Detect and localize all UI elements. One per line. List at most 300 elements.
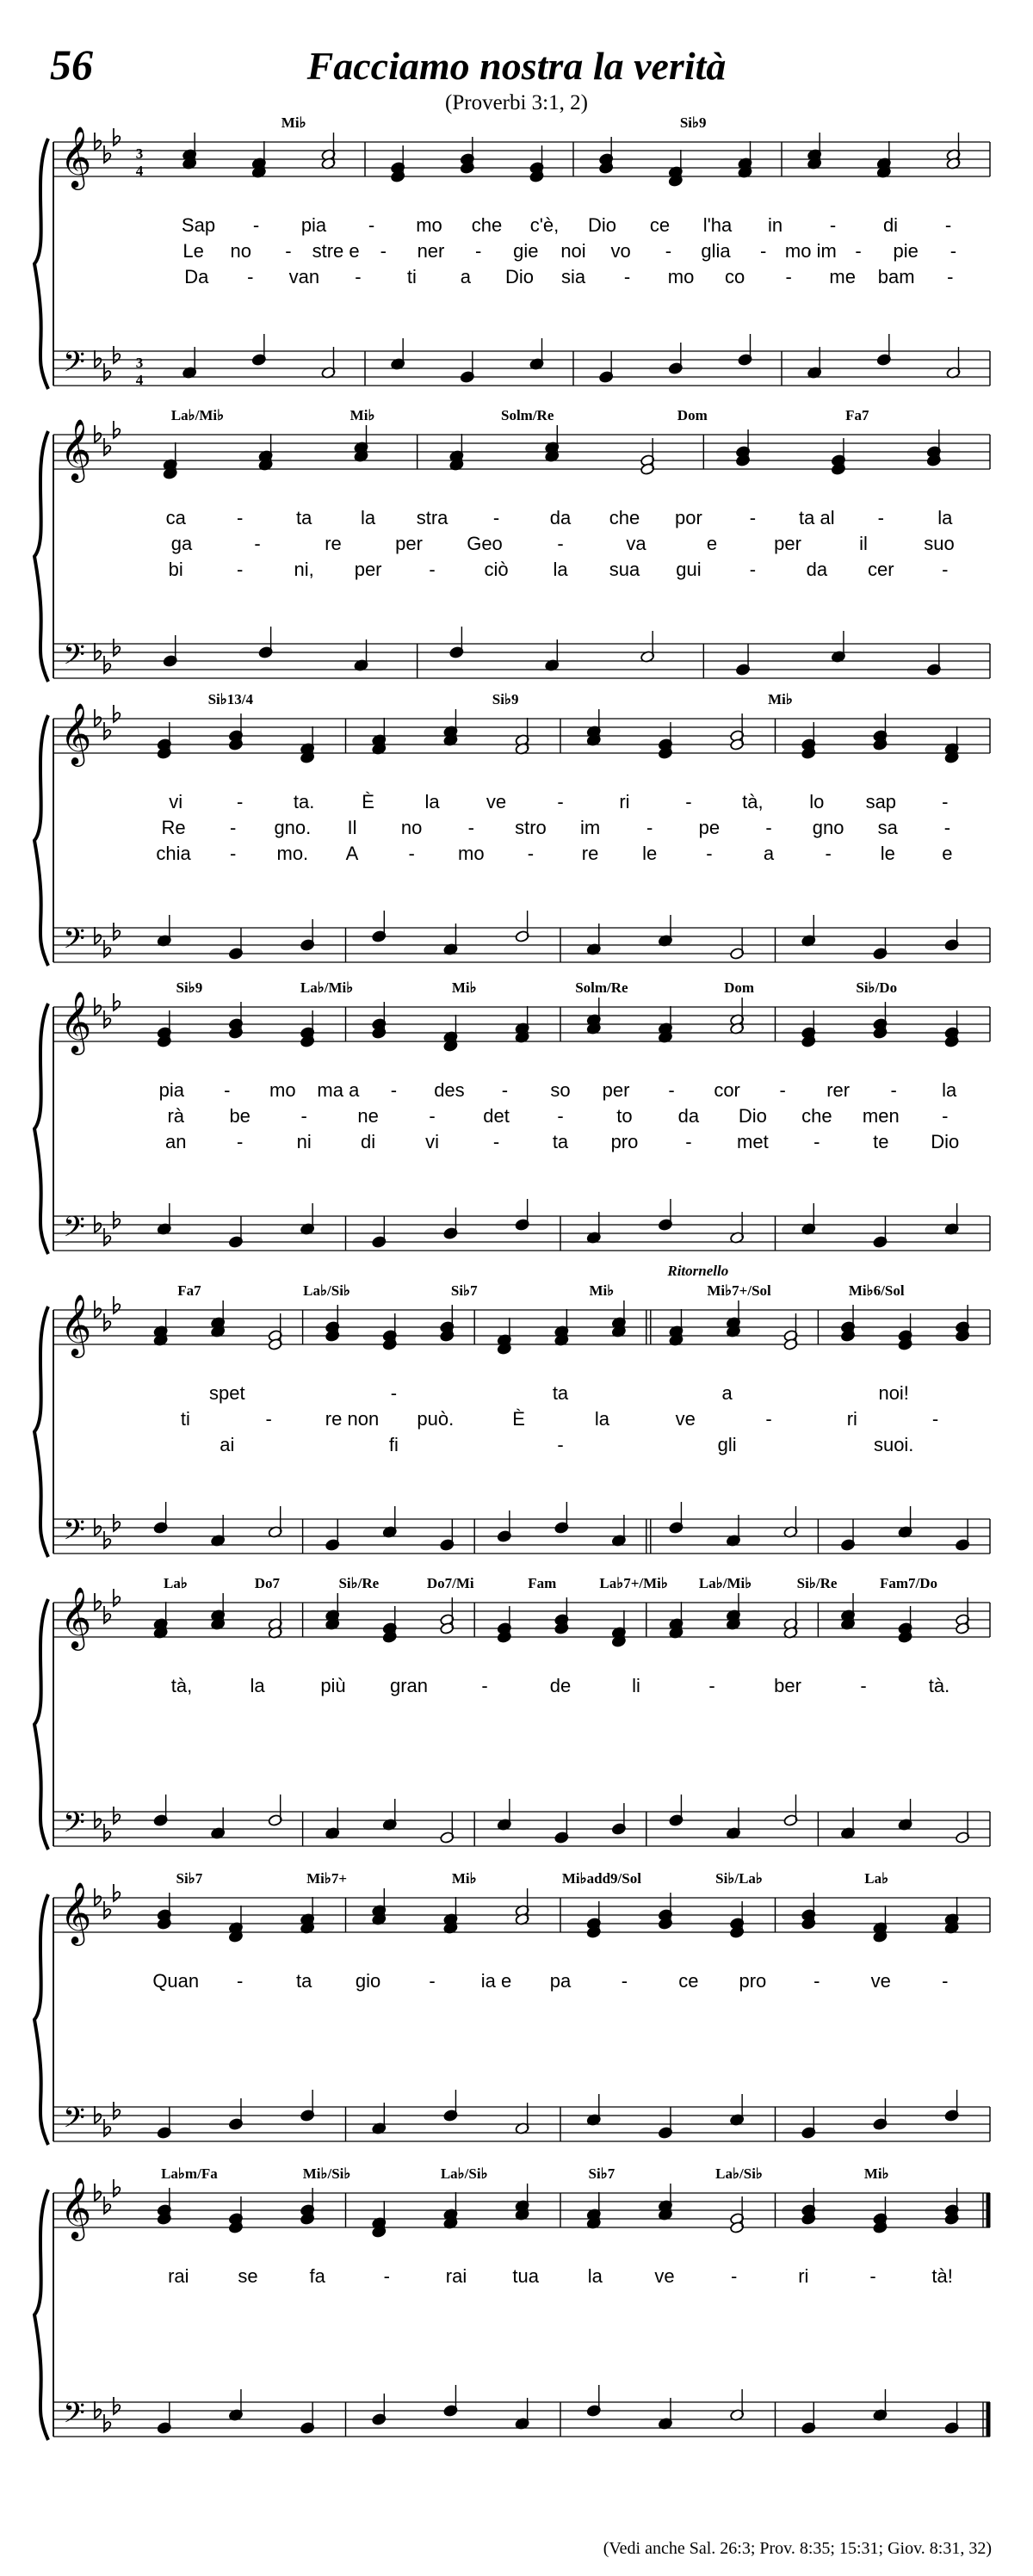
- key-flat-icon: [104, 1901, 110, 1918]
- lyric-syllable: met: [737, 1131, 769, 1152]
- lyric-syllable: va: [626, 533, 646, 554]
- key-flat-icon: [114, 923, 120, 940]
- chord-symbol: Do7: [254, 1575, 281, 1591]
- lyric-hyphen: -: [429, 1105, 436, 1127]
- lyric-syllable: ti: [406, 266, 417, 287]
- key-flat-icon: [114, 1211, 120, 1228]
- lyric-syllable: gli: [717, 1434, 737, 1455]
- lyric-syllable: no: [400, 817, 423, 838]
- lyric-syllable: van: [288, 266, 320, 287]
- lyric-hyphen: -: [890, 1079, 897, 1101]
- lyric-syllable: bi: [168, 559, 183, 580]
- key-flat-icon: [104, 145, 110, 163]
- lyric-syllable: mo: [269, 1079, 296, 1101]
- lyric-hyphen: -: [557, 1105, 564, 1127]
- lyric-syllable: suoi.: [873, 1434, 914, 1455]
- key-flat-icon: [104, 1531, 110, 1548]
- lyric-syllable: È: [512, 1408, 525, 1430]
- brace-icon: [34, 1599, 48, 1850]
- hymn-title: Facciamo nostra la verità: [306, 44, 727, 88]
- lyric-syllable: e: [706, 533, 718, 554]
- lyric-syllable: Le: [182, 240, 204, 262]
- lyric-hyphen: -: [230, 843, 237, 864]
- lyric-hyphen: -: [860, 1675, 867, 1696]
- lyric-hyphen: -: [501, 1079, 509, 1101]
- chord-symbol: La♭/Mi♭: [698, 1575, 752, 1591]
- lyric-syllable: È: [362, 791, 374, 812]
- brace-icon: [34, 139, 48, 389]
- lyric-hyphen: -: [429, 1970, 436, 1992]
- lyric-hyphen: -: [942, 791, 949, 812]
- lyric-hyphen: -: [237, 791, 244, 812]
- lyric-hyphen: -: [813, 1970, 820, 1992]
- brace-icon: [34, 1894, 48, 2145]
- lyric-syllable: ta: [552, 1382, 569, 1404]
- lyric-hyphen: -: [665, 240, 672, 262]
- chord-symbol: Mi♭: [281, 114, 306, 131]
- lyric-syllable: ga: [170, 533, 193, 554]
- lyric-syllable: pa: [549, 1970, 572, 1992]
- lyric-syllable: ta al: [799, 507, 835, 528]
- key-flat-icon: [104, 1228, 110, 1245]
- lyric-hyphen: -: [252, 214, 260, 236]
- chord-symbol: Si♭9: [679, 114, 707, 131]
- chord-symbol: Mi♭6/Sol: [848, 1282, 905, 1299]
- lyric-hyphen: -: [527, 843, 535, 864]
- lyric-hyphen: -: [779, 1079, 786, 1101]
- lyric-syllable: sap: [865, 791, 897, 812]
- ritornello-label: Ritornello: [667, 1263, 729, 1279]
- bass-clef-icon: 𝄢: [63, 923, 85, 962]
- key-flat-icon: [114, 1807, 120, 1824]
- lyric-syllable: Dio: [587, 214, 617, 236]
- lyric-hyphen: -: [623, 266, 631, 287]
- lyric-syllable: gno: [812, 817, 844, 838]
- key-flat-icon: [114, 1514, 120, 1531]
- lyric-syllable: mo: [416, 214, 442, 236]
- lyric-hyphen: -: [247, 266, 254, 287]
- chord-symbol: Dom: [677, 407, 708, 423]
- chord-symbol: La♭/Si♭: [440, 2165, 488, 2182]
- treble-clef-icon: 𝄞: [59, 417, 92, 480]
- lyric-syllable: ta: [552, 1131, 569, 1152]
- lyric-syllable: la: [424, 791, 440, 812]
- lyric-syllable: ia e: [480, 1970, 512, 1992]
- lyric-syllable: to: [616, 1105, 633, 1127]
- lyric-syllable: ta: [295, 507, 312, 528]
- key-flat-icon: [104, 363, 110, 380]
- lyric-syllable: ta.: [293, 791, 315, 812]
- lyric-syllable: ni: [296, 1131, 312, 1152]
- chord-symbol: Fam7/Do: [879, 1575, 938, 1591]
- key-flat-icon: [114, 705, 120, 722]
- bass-clef-icon: 𝄢: [63, 1211, 85, 1251]
- lyric-syllable: re non: [325, 1408, 380, 1430]
- lyric-syllable: noi!: [878, 1382, 909, 1404]
- bass-clef-icon: 𝄢: [63, 1514, 85, 1554]
- lyric-syllable: im: [579, 817, 601, 838]
- lyric-hyphen: -: [492, 1131, 500, 1152]
- lyric-syllable: ri: [798, 2265, 809, 2287]
- chord-symbol: La♭/Si♭: [303, 1282, 350, 1299]
- lyric-syllable: sua: [609, 559, 640, 580]
- brace-icon: [34, 1004, 48, 1254]
- key-flat-icon: [95, 133, 101, 150]
- lyric-syllable: ve: [486, 791, 507, 812]
- chord-symbol: Mi♭7+: [306, 1870, 348, 1887]
- lyric-hyphen: -: [943, 817, 951, 838]
- lyric-syllable: per: [354, 559, 382, 580]
- lyric-syllable: ri: [619, 791, 630, 812]
- lyric-syllable: ciò: [484, 559, 509, 580]
- lyric-hyphen: -: [813, 1131, 820, 1152]
- bass-clef-icon: 𝄢: [63, 2102, 85, 2141]
- key-flat-icon: [114, 993, 120, 1010]
- lyric-syllable: per: [602, 1079, 630, 1101]
- lyric-syllable: stra: [416, 507, 448, 528]
- lyric-syllable: A: [345, 843, 359, 864]
- lyric-syllable: fa: [309, 2265, 325, 2287]
- lyric-hyphen: -: [390, 1079, 398, 1101]
- lyric-syllable: pro: [610, 1131, 639, 1152]
- chord-symbol: Fa7: [845, 407, 869, 423]
- lyric-syllable: Da: [184, 266, 209, 287]
- chord-symbol: Mi♭: [451, 1870, 477, 1887]
- chord-symbol: Solm/Re: [575, 979, 628, 996]
- lyric-hyphen: -: [855, 240, 862, 262]
- lyric-syllable: gie: [513, 240, 539, 262]
- treble-clef-icon: 𝄞: [59, 1293, 92, 1356]
- key-flat-icon: [114, 2397, 120, 2414]
- lyric-hyphen: -: [237, 559, 244, 580]
- lyric-syllable: Quan: [152, 1970, 200, 1992]
- lyric-syllable: an: [164, 1131, 187, 1152]
- lyric-syllable: ne: [357, 1105, 379, 1127]
- lyric-hyphen: -: [621, 1970, 628, 1992]
- lyric-syllable: pe: [698, 817, 721, 838]
- lyric-syllable: di: [361, 1131, 376, 1152]
- lyric-syllable: ta: [295, 1970, 312, 1992]
- lyric-hyphen: -: [492, 507, 500, 528]
- lyric-hyphen: -: [557, 533, 564, 554]
- lyric-syllable: bam: [877, 266, 915, 287]
- lyric-syllable: che: [609, 507, 640, 528]
- lyric-syllable: por: [675, 507, 702, 528]
- lyric-syllable: pro: [739, 1970, 767, 1992]
- lyric-hyphen: -: [429, 559, 436, 580]
- lyric-syllable: le: [642, 843, 658, 864]
- bass-clef-icon: 𝄢: [63, 1807, 85, 1846]
- lyric-syllable: la: [594, 1408, 609, 1430]
- lyric-syllable: da: [806, 559, 828, 580]
- key-flat-icon: [104, 722, 110, 739]
- chord-symbol: Solm/Re: [500, 407, 554, 423]
- chord-symbol: Si♭7: [450, 1282, 478, 1299]
- key-flat-icon: [104, 940, 110, 957]
- lyric-hyphen: -: [368, 214, 375, 236]
- chord-symbol: Mi♭: [589, 1282, 615, 1299]
- lyric-hyphen: -: [949, 240, 957, 262]
- lyric-syllable: ner: [417, 240, 445, 262]
- lyric-hyphen: -: [947, 266, 954, 287]
- lyric-hyphen: -: [224, 1079, 231, 1101]
- key-flat-icon: [95, 927, 101, 944]
- key-flat-icon: [104, 2119, 110, 2136]
- lyric-syllable: ve: [675, 1408, 696, 1430]
- lyric-syllable: det: [483, 1105, 510, 1127]
- lyric-syllable: chia: [156, 843, 191, 864]
- lyric-syllable: ca: [165, 507, 186, 528]
- chord-symbol: Si♭/La♭: [715, 1870, 763, 1887]
- lyric-hyphen: -: [708, 1675, 715, 1696]
- treble-clef-icon: 𝄞: [59, 701, 92, 764]
- brace-icon: [34, 1307, 48, 1557]
- key-flat-icon: [95, 1593, 101, 1610]
- lyric-syllable: ce: [678, 1970, 699, 1992]
- lyric-syllable: sa: [877, 817, 898, 838]
- key-flat-icon: [95, 998, 101, 1015]
- lyric-hyphen: -: [474, 240, 482, 262]
- lyric-syllable: mo: [458, 843, 485, 864]
- lyric-syllable: Dio: [504, 266, 534, 287]
- lyric-hyphen: -: [731, 2265, 738, 2287]
- chord-symbol: Si♭/Re: [338, 1575, 380, 1591]
- chord-symbol: Mi♭: [863, 2165, 889, 2182]
- key-flat-icon: [95, 1518, 101, 1535]
- lyric-syllable: gui: [676, 559, 702, 580]
- key-flat-icon: [95, 1300, 101, 1318]
- lyric-hyphen: -: [668, 1079, 675, 1101]
- key-flat-icon: [95, 2106, 101, 2123]
- lyric-syllable: ai: [220, 1434, 235, 1455]
- lyric-hyphen: -: [265, 1408, 272, 1430]
- chord-symbol: Si♭7: [588, 2165, 615, 2182]
- treble-clef-icon: 𝄞: [59, 1585, 92, 1648]
- treble-clef-icon: 𝄞: [59, 1881, 92, 1943]
- lyric-hyphen: -: [390, 1382, 398, 1404]
- lyric-syllable: da: [549, 507, 572, 528]
- chord-symbol: Do7/Mi: [426, 1575, 474, 1591]
- lyric-syllable: per: [395, 533, 423, 554]
- lyric-hyphen: -: [942, 559, 949, 580]
- key-flat-icon: [114, 1296, 120, 1313]
- lyric-syllable: rai: [445, 2265, 467, 2287]
- key-flat-icon: [95, 643, 101, 660]
- hymn-number: 56: [50, 40, 93, 89]
- lyric-syllable: mo.: [276, 843, 309, 864]
- lyric-syllable: mo: [667, 266, 695, 287]
- chord-symbol: Si♭9: [492, 691, 519, 707]
- lyric-syllable: c'è,: [529, 214, 560, 236]
- lyric-syllable: fi: [388, 1434, 399, 1455]
- lyric-hyphen: -: [646, 817, 653, 838]
- chord-symbol: Mi♭7+/Sol: [707, 1282, 771, 1299]
- lyric-syllable: la: [553, 559, 568, 580]
- key-flat-icon: [104, 2414, 110, 2431]
- key-flat-icon: [114, 421, 120, 438]
- lyric-syllable: Il: [347, 817, 357, 838]
- lyric-syllable: rer: [826, 1079, 851, 1101]
- lyric-hyphen: -: [685, 1131, 692, 1152]
- chord-symbol: Mi♭: [349, 407, 375, 423]
- lyric-syllable: ni,: [294, 559, 314, 580]
- time-signature-numerator: 3: [135, 145, 144, 162]
- lyric-syllable: la: [942, 1079, 957, 1101]
- lyric-hyphen: -: [237, 507, 244, 528]
- lyric-syllable: lo: [809, 791, 825, 812]
- lyric-syllable: tua: [512, 2265, 539, 2287]
- lyric-syllable: pia: [300, 214, 327, 236]
- lyric-hyphen: -: [383, 2265, 390, 2287]
- key-flat-icon: [114, 639, 120, 656]
- lyric-syllable: la: [361, 507, 376, 528]
- lyric-hyphen: -: [869, 2265, 876, 2287]
- key-flat-icon: [104, 1606, 110, 1623]
- key-flat-icon: [104, 1010, 110, 1028]
- lyric-syllable: in: [767, 214, 783, 236]
- brace-icon: [34, 715, 48, 966]
- lyric-syllable: no: [230, 240, 252, 262]
- time-signature-denominator: 4: [135, 372, 144, 388]
- lyric-syllable: mo im: [784, 240, 837, 262]
- lyric-hyphen: -: [942, 1105, 949, 1127]
- lyric-hyphen: -: [557, 1434, 564, 1455]
- lyric-hyphen: -: [942, 1970, 949, 1992]
- key-flat-icon: [104, 1313, 110, 1331]
- chord-symbol: Si♭/Re: [796, 1575, 838, 1591]
- lyric-syllable: per: [774, 533, 801, 554]
- lyric-hyphen: -: [749, 507, 757, 528]
- chord-symbol: La♭7+/Mi♭: [599, 1575, 668, 1591]
- lyric-hyphen: -: [685, 791, 692, 812]
- lyric-hyphen: -: [230, 817, 237, 838]
- lyric-syllable: li: [632, 1675, 640, 1696]
- lyric-syllable: se: [238, 2265, 258, 2287]
- lyric-hyphen: -: [237, 1131, 244, 1152]
- lyric-hyphen: -: [825, 843, 832, 864]
- lyric-syllable: la: [937, 507, 953, 528]
- scripture-reference: (Proverbi 3:1, 2): [445, 91, 588, 114]
- lyric-syllable: gran: [389, 1675, 429, 1696]
- lyric-hyphen: -: [481, 1675, 488, 1696]
- key-flat-icon: [95, 1888, 101, 1906]
- lyric-hyphen: -: [765, 1408, 772, 1430]
- lyric-syllable: vi: [169, 791, 183, 812]
- chord-symbol: Si♭13/4: [207, 691, 254, 707]
- lyric-hyphen: -: [749, 559, 757, 580]
- lyric-hyphen: -: [557, 791, 564, 812]
- lyric-syllable: a: [460, 266, 472, 287]
- lyric-hyphen: -: [467, 817, 474, 838]
- lyric-syllable: ber: [774, 1675, 801, 1696]
- chord-symbol: Si♭7: [176, 1870, 203, 1887]
- lyric-syllable: la: [250, 1675, 265, 1696]
- lyric-syllable: ce: [649, 214, 671, 236]
- lyric-syllable: cor: [714, 1079, 740, 1101]
- lyric-hyphen: -: [285, 240, 292, 262]
- lyric-hyphen: -: [300, 1105, 307, 1127]
- lyric-hyphen: -: [760, 240, 767, 262]
- lyric-syllable: Sap: [181, 214, 216, 236]
- chord-symbol: Mi♭/Si♭: [302, 2165, 351, 2182]
- lyric-syllable: le: [880, 843, 895, 864]
- key-flat-icon: [95, 350, 101, 368]
- treble-clef-icon: 𝄞: [59, 990, 92, 1053]
- chord-symbol: La♭/Si♭: [715, 2165, 763, 2182]
- lyric-syllable: Dio: [738, 1105, 767, 1127]
- key-flat-icon: [104, 2196, 110, 2214]
- bass-clef-icon: 𝄢: [63, 346, 85, 386]
- lyric-syllable: pia: [158, 1079, 184, 1101]
- key-flat-icon: [104, 438, 110, 455]
- lyric-syllable: più: [320, 1675, 346, 1696]
- lyric-syllable: a: [763, 843, 775, 864]
- lyric-syllable: re: [325, 533, 342, 554]
- lyric-syllable: des: [434, 1079, 465, 1101]
- lyric-syllable: che: [801, 1105, 832, 1127]
- lyric-syllable: re: [581, 843, 599, 864]
- lyric-syllable: so: [550, 1079, 571, 1101]
- lyric-hyphen: -: [931, 1408, 939, 1430]
- lyric-syllable: tà,: [170, 1675, 193, 1696]
- lyric-syllable: de: [549, 1675, 572, 1696]
- lyric-syllable: noi: [560, 240, 586, 262]
- lyric-syllable: ve: [654, 2265, 675, 2287]
- lyric-syllable: pie: [893, 240, 919, 262]
- lyric-syllable: vi: [425, 1131, 440, 1152]
- time-signature-numerator: 3: [135, 355, 144, 371]
- lyric-syllable: ti: [180, 1408, 190, 1430]
- brace-icon: [34, 2190, 48, 2440]
- lyric-syllable: ve: [870, 1970, 891, 1992]
- lyric-hyphen: -: [355, 266, 362, 287]
- lyric-hyphen: -: [785, 266, 792, 287]
- chord-symbol: Fa7: [177, 1282, 201, 1299]
- lyric-syllable: tà,: [742, 791, 764, 812]
- lyric-syllable: stro: [515, 817, 547, 838]
- lyric-hyphen: -: [877, 507, 884, 528]
- treble-clef-icon: 𝄞: [59, 2176, 92, 2239]
- key-flat-icon: [95, 709, 101, 726]
- chord-symbol: La♭/Mi♭: [170, 407, 225, 423]
- lyric-syllable: di: [882, 214, 899, 236]
- lyric-syllable: vo: [610, 240, 631, 262]
- lyric-syllable: rà: [167, 1105, 185, 1127]
- lyric-syllable: suo: [924, 533, 955, 554]
- lyric-hyphen: -: [706, 843, 713, 864]
- key-flat-icon: [104, 656, 110, 673]
- key-flat-icon: [114, 1884, 120, 1901]
- lyric-syllable: glia: [701, 240, 731, 262]
- lyric-hyphen: -: [237, 1970, 244, 1992]
- lyric-hyphen: -: [408, 843, 415, 864]
- chord-symbol: Mi♭: [451, 979, 477, 996]
- key-flat-icon: [95, 425, 101, 442]
- key-flat-icon: [95, 2401, 101, 2418]
- lyric-hyphen: -: [254, 533, 261, 554]
- key-flat-icon: [95, 1811, 101, 1828]
- lyric-syllable: Geo: [467, 533, 503, 554]
- lyric-syllable: me: [829, 266, 856, 287]
- chord-symbol: Mi♭add9/Sol: [561, 1870, 641, 1887]
- chord-symbol: Dom: [724, 979, 755, 996]
- lyric-syllable: che: [471, 214, 503, 236]
- lyric-syllable: be: [229, 1105, 251, 1127]
- lyric-syllable: co: [724, 266, 745, 287]
- footnote: (Vedi anche Sal. 26:3; Prov. 8:35; 15:31; Giov. 8:31, 32): [603, 2539, 992, 2558]
- key-flat-icon: [114, 2179, 120, 2196]
- lyric-syllable: ma a: [317, 1079, 360, 1101]
